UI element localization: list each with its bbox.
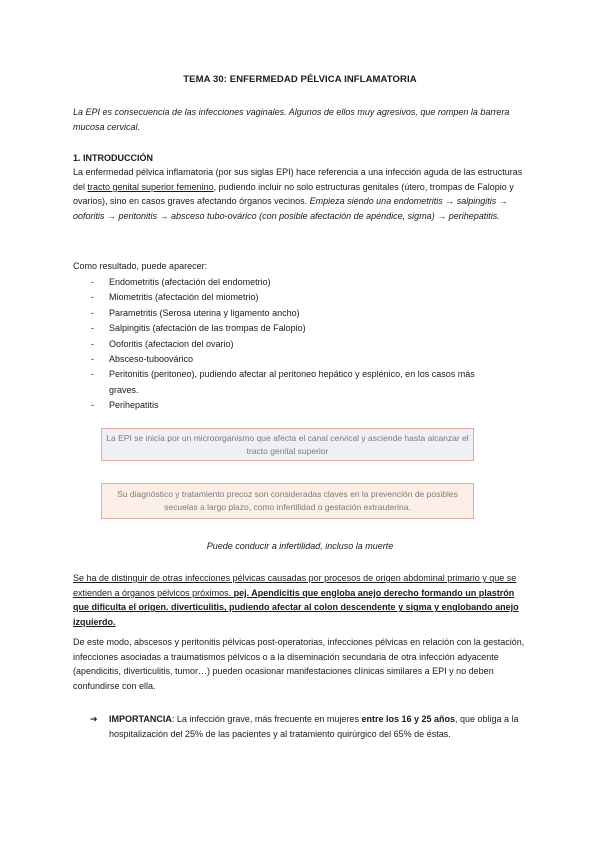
info-box-diagnosis: Su diagnóstico y tratamiento precoz son consideradas claves en la prevención de posibles secuelas a largo plazo, como infertilidad o gestación extrauterina. [101, 483, 474, 519]
importance-age-range: entre los 16 y 25 años [361, 714, 455, 724]
result-intro: Como resultado, puede aparecer: [73, 261, 208, 271]
info-box-origin: La EPI se inicia por un microorganismo que afecta el canal cervical y asciende hasta alcanzar el tracto genital superior [101, 428, 474, 461]
importance-label: IMPORTANCIA [109, 714, 172, 724]
list-item: - Peritonitis (peritoneo), pudiendo afectar al peritoneo hepático y esplénico, en los casos más graves. [91, 369, 475, 395]
importance-block [90, 712, 530, 742]
distinguish-text-bold: pej. Apendicitis que engloba anejo derecho formando un plastrón que dificulta el origen. diverticulitis, pudiendo afectar al colon descendente y sigma y englobando anejo izquierdo. [73, 587, 519, 627]
section-heading-introduccion: 1. INTRODUCCIÓN [73, 153, 154, 163]
list-item: - Absceso-tuboovárico [91, 354, 194, 365]
intro-text-underlined: tracto genital superior femenino [87, 181, 214, 192]
list-item: - Ooforitis (afectacion del ovario) [91, 338, 234, 349]
list-item: - Endometritis (afectación del endometrio) [91, 277, 271, 287]
distinguish-paragraph [73, 571, 528, 629]
infertility-note: Puede conducir a infertilidad, incluso la muerte [206, 541, 394, 551]
distinguish-text-a: Se ha de distinguir de otras infecciones pélvicas causadas por procesos de origen abdominal primario y que se extienden a órganos pélvicos próximos. [73, 573, 517, 598]
conditions-list [91, 275, 531, 414]
list-item: - Salpingitis (afectación de las trompas de Falopio) [91, 323, 306, 334]
list-item: - Perihepatitis [91, 400, 159, 411]
intro-text-a: La enfermedad pélvica inflamatoria (por sus siglas EPI) hace referencia a una infección aguda de las estructuras del [73, 167, 523, 192]
intro-paragraph: La EPI es consecuencia de las infecciones vaginales. Algunos de ellos muy agresivos, que rompen la barrera mucosa cervical. [73, 107, 510, 132]
differential-paragraph: De este modo, abscesos y peritonitis pélvicas post-operatorias, infecciones pélvicas en relación con la gestación, infecciones asociadas a traumatismos pélvicos o a la diseminación secundaria de otra infección adyacente (apendicitis, diverticulitis, tumor…) pueden ocasionar manifestaciones clínicas similares a EPI y no deben confundirse con ella. [73, 637, 525, 691]
list-item: - Parametritis (Serosa uterina y ligamento ancho) [91, 307, 300, 318]
arrow-right-icon: ➔ [90, 714, 98, 724]
list-item: - Miometritis (afectación del miometrio) [91, 292, 259, 303]
page-title: TEMA 30: ENFERMEDAD PÉLVICA INFLAMATORIA [183, 74, 417, 85]
intro-text-b: , pudiendo incluir no solo estructuras genitales (útero, trompas de Falopio y ovarios), sino en casos graves afectando órganos vecinos. [73, 181, 514, 207]
importance-text: IMPORTANCIA: La infección grave, más frecuente en mujeres entre los 16 y 25 años, que obliga a la hospitalización del 25% de las pacientes y al tratamiento quirúrgico del 65% de éstas. [109, 714, 519, 739]
intro-text-italic: Empieza siendo una endometritis → salpingitis → ooforitis → peritonitis → absceso tubo-ovárico (con posible afectación de apéndice, sigma) → perihepatitis. [73, 196, 508, 221]
introduction-paragraph [73, 165, 528, 223]
